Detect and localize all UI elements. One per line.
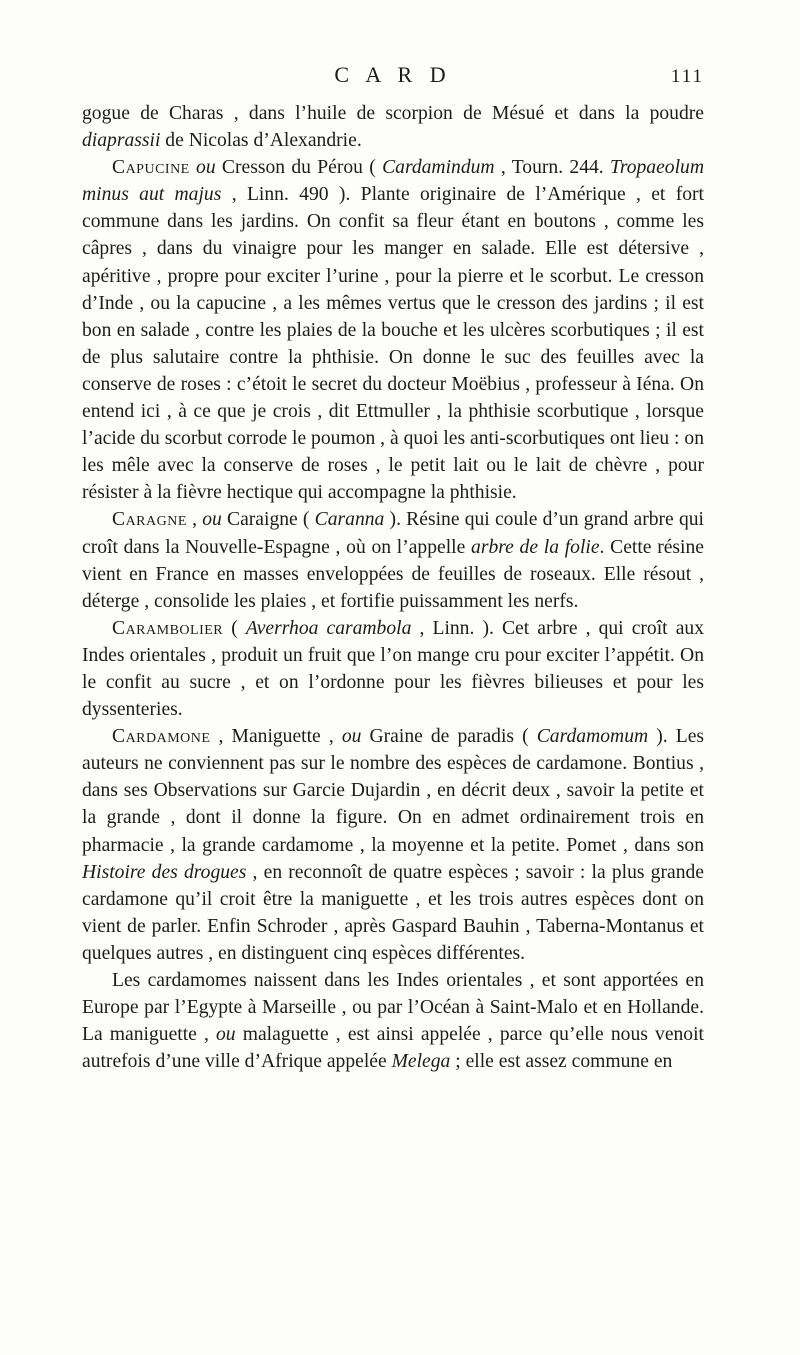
entry-headword: Cardamone [112, 726, 211, 748]
text-run: , en reconnoît de quatre espèces ; savoir : la plus grande cardamone qu’il croit être la maniguette , et les trois autres espèces dont on vient de parler. Enfin Schroder , après Gaspard Bauhin , Taberna-Montanus et quelques autres , en distinguent cinq espèces différentes. [82, 861, 704, 964]
italic-text: Caranna [314, 509, 385, 531]
page-body [82, 100, 704, 1075]
text-run: , [186, 509, 203, 531]
italic-text: ou [196, 157, 216, 179]
text-run: Les cardamomes naissent dans les Indes orientales , et sont apportées en Europe par l’Egypte à Marseille , ou par l’Océan à Saint-Malo et en Hollande. La maniguette , [82, 970, 704, 1046]
italic-text: Cardamomum [536, 726, 649, 748]
italic-text: diaprassii [82, 130, 161, 152]
italic-text: ou [202, 509, 222, 531]
italic-text: Averrhoa carambola [245, 617, 412, 639]
text-run: Cresson du Pérou ( [215, 157, 383, 179]
italic-text: ou [216, 1024, 236, 1046]
text-run: ). Résine qui coule d’un grand arbre qui croît dans la Nouvelle-Espagne , où on l’appelle [82, 509, 704, 558]
entry-headword: Capucine [112, 157, 190, 179]
text-run: , Tourn. 244. [494, 157, 610, 179]
italic-text: ou [341, 726, 362, 748]
text-run: ; elle est assez commune en [450, 1051, 673, 1073]
italic-text: Cardamindum [382, 157, 495, 179]
entry-caragne [82, 506, 704, 614]
text-run: , Maniguette , [210, 726, 342, 748]
text-run: ( [223, 617, 246, 639]
italic-text: arbre de la folie [471, 536, 600, 558]
italic-text: Melega [391, 1051, 451, 1073]
entry-cardamone [82, 723, 704, 967]
text-run: , Linn. ). Cet arbre , qui croît aux Indes orientales , produit un fruit que l’on mange cru pour exciter l’appétit. On le confit au sucre , et on l’ordonne pour les fièvres bilieuses et pour les dyssenteries. [82, 617, 704, 721]
running-title: C A R D [334, 62, 452, 87]
entry-headword: Caragne [112, 509, 187, 531]
text-run: Caraigne ( [221, 509, 315, 531]
italic-text: Histoire des drogues [82, 861, 247, 883]
paragraph-continuation [82, 100, 704, 154]
entry-headword: Carambolier [112, 617, 224, 639]
text-run: de Nicolas d’Alexandrie. [160, 130, 362, 152]
page-number: 111 [670, 66, 704, 87]
text-run: gogue de Charas , dans l’huile de scorpion de Mésué et dans la poudre [82, 103, 704, 124]
page-header [82, 62, 704, 98]
text-run: , Linn. 490 ). Plante originaire de l’Amérique , et fort commune dans les jardins. On confit sa fleur étant en boutons , comme les câpres , dans du vinaigre pour les manger en salade. Elle est détersive , apéritive , propre pour exciter l’urine , pour la pierre et le scorbut. Le cresson d’Inde , ou la capucine , a les mêmes vertus que le cresson des jardins ; il est bon en salade , contre les plaies de la bouche et les ulcères scorbutiques ; il est de plus salutaire contre la phthisie. On donne le suc des feuilles avec la conserve de roses : c’étoit le secret du docteur Moëbius , professeur à Iéna. On entend ici , à ce que je crois , dit Ettmuller , la phthisie scorbutique , lorsque l’acide du scorbut corrode le poumon , à quoi les anti-scorbutiques ont lieu : on les mêle avec la conserve de roses , le petit lait ou le lait de chèvre , pour résister à la fièvre hectique qui accompagne la phthisie. [82, 184, 705, 504]
paragraph-cardamomes [82, 967, 704, 1075]
text-run: ). Les auteurs ne conviennent pas sur le nombre des espèces de cardamone. Bontius , dans ses Observations sur Garcie Dujardin , en décrit deux , savoir la petite et la grande , dont il donne la figure. On en admet ordinairement trois en pharmacie , la grande cardamome , la moyenne et la petite. Pomet , dans son [82, 726, 705, 856]
text-run: Graine de paradis ( [361, 726, 537, 748]
text-run: malaguette , est ainsi appelée , parce qu’elle nous venoit autrefois d’une ville d’Afrique appelée [82, 1024, 704, 1073]
text-run: . Cette résine vient en France en masses enveloppées de feuilles de roseaux. Elle résout , déterge , consolide les plaies , et fortifie puissamment les nerfs. [82, 536, 704, 612]
entry-carambolier [82, 615, 704, 723]
italic-text: Tropaeolum minus aut majus [82, 157, 704, 206]
entry-capucine [82, 154, 704, 506]
